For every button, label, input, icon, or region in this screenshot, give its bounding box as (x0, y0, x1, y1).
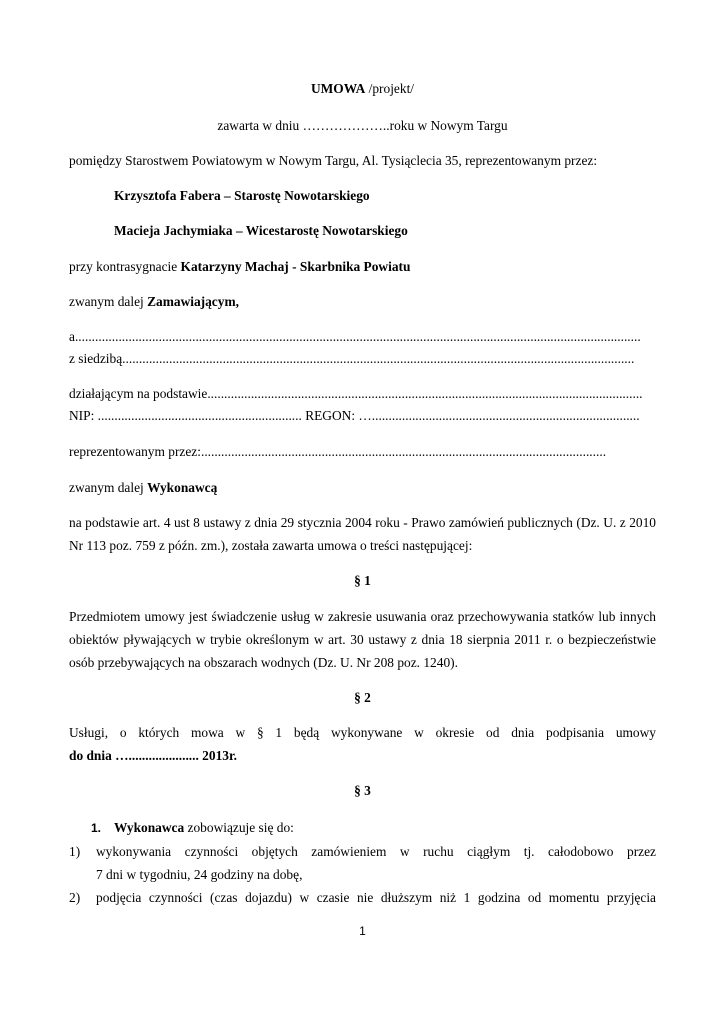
subpoint-text (114, 821, 294, 834)
client-designation (69, 295, 239, 308)
list-item-number: 2) (69, 890, 81, 905)
contractor-nip-regon-field: NIP: ............................................................. REGON: …................................................................................ (69, 408, 640, 423)
subpoint-number: 1. (91, 821, 102, 835)
contractor-name-field: a......................................................................................................................................................................... (69, 329, 641, 344)
parties-intro: pomiędzy Starostwem Powiatowym w Nowym Targu, Al. Tysiąclecia 35, reprezentowanym przez: (69, 153, 598, 168)
countersign-name: Katarzyny Machaj - Skarbnika Powiatu (180, 259, 411, 274)
client-name: Zamawiającym, (147, 294, 239, 309)
contractor-representative-field: reprezentowanym przez:......................................................................................................................... (69, 444, 607, 459)
contractor-seat-field: z siedzibą......................................................................................................................................................... (69, 351, 635, 366)
section-2-line-1: Usługi, o których mowa w § 1 będą wykonywane w okresie od dnia podpisania umowy (69, 725, 656, 740)
subpoint-rest: zobowiązuje się do: (184, 820, 294, 835)
contractor-designation (69, 481, 217, 494)
section-2-heading (0, 691, 725, 704)
title-suffix: /projekt/ (365, 81, 415, 96)
section-1-line-1: Przedmiotem umowy jest świadczenie usług w zakresie usuwania oraz przechowywania statków lub innych (69, 609, 656, 624)
legal-basis-line-1: na podstawie art. 4 ust 8 ustawy z dnia 29 stycznia 2004 roku - Prawo zamówień publicznych (Dz. U. z 2010 (69, 515, 656, 530)
representative-2-name: Macieja Jachymiaka – Wicestarostę Nowotarskiego (114, 223, 408, 238)
contractor-prefix: zwanym dalej (69, 480, 148, 495)
section-2-symbol: § 2 (354, 690, 371, 705)
section-1-line-2: obiektów pływających w trybie określonym w art. 30 ustawy z dnia 18 sierpnia 2011 r. o bezpieczeństwie (69, 632, 656, 647)
list-item-line-1: podjęcia czynności (czas dojazdu) w czasie nie dłuższym niż 1 godzina od momentu przyjęcia (96, 890, 656, 905)
section-1-line-3: osób przebywających na obszarach wodnych (Dz. U. Nr 208 poz. 1240). (69, 655, 458, 670)
contract-title (0, 82, 725, 95)
list-item (0, 891, 725, 911)
section-1-heading (0, 574, 725, 587)
list-item-line-2: 7 dni w tygodniu, 24 godziny na dobę, (96, 867, 303, 882)
countersign-prefix: przy kontrasygnacie (69, 259, 181, 274)
contract-date-line: zawarta w dniu ………………..roku w Nowym Targu (217, 118, 508, 133)
list-item (0, 845, 725, 893)
section-3-symbol: § 3 (354, 783, 371, 798)
representative-1-name: Krzysztofa Fabera – Starostę Nowotarskiego (114, 188, 370, 203)
section-1-symbol: § 1 (354, 573, 371, 588)
representative-1 (114, 189, 370, 202)
list-item-line-1: wykonywania czynności objętych zamówieniem w ruchu ciągłym tj. całodobowo przez (96, 844, 656, 859)
legal-basis-line-2: Nr 113 poz. 759 z późn. zm.), została zawarta umowa o treści następującej: (69, 538, 473, 553)
section-2-deadline: do dnia …..................... 2013r. (69, 748, 238, 763)
subpoint-bold: Wykonawca (114, 820, 185, 835)
contractor-label: Wykonawcą (147, 480, 218, 495)
contractor-basis-field: działającym na podstawie.................................................................................................................................. (69, 386, 643, 401)
list-item-number: 1) (69, 844, 81, 859)
section-2-line-2 (69, 749, 237, 762)
section-3-heading (0, 784, 725, 797)
representative-2 (114, 224, 408, 237)
client-prefix: zwanym dalej (69, 294, 148, 309)
page-number: 1 (359, 924, 366, 938)
countersignature-line (69, 260, 410, 273)
title-word: UMOWA (310, 81, 366, 96)
